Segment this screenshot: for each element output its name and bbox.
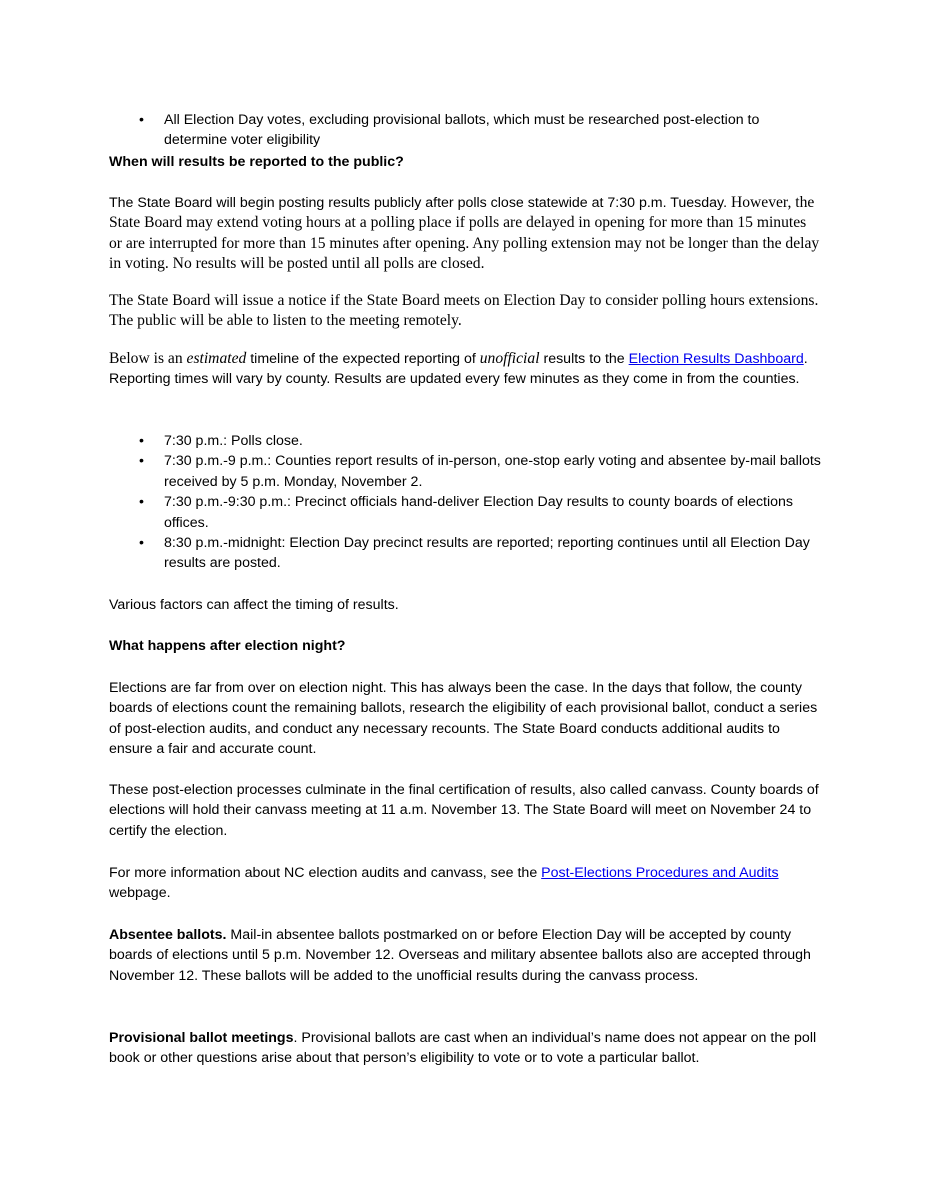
list-item: • All Election Day votes, excluding provisional ballots, which must be researched post-election to determine voter eligibility <box>139 112 760 149</box>
bullet-icon: • <box>139 535 144 552</box>
list-item: • 7:30 p.m.: Polls close. <box>109 431 821 451</box>
list-item: • 7:30 p.m.-9 p.m.: Counties report results of in-person, one-stop early voting and absentee by-mail ballots received by 5 p.m. Monday, November 2. <box>139 453 821 490</box>
paragraph-timeline-intro: Below is an estimated timeline of the expected reporting of unofficial results to the Election Results Dashboard. Reporting times will vary by county. Results are updated every few minutes as they come in from the counties. <box>109 350 808 388</box>
list-item: • 8:30 p.m.-midnight: Election Day precinct results are reported; reporting continues until all Election Day results are posted. <box>139 535 810 572</box>
reporting-timeline-list <box>109 431 821 574</box>
bullet-icon: • <box>139 112 144 128</box>
paragraph-more-info: For more information about NC election audits and canvass, see the Post-Elections Procedures and Audits webpage. <box>109 865 779 902</box>
bullet-icon: • <box>139 433 144 449</box>
eligibility-bullet-list <box>109 110 821 151</box>
paragraph-provisional-ballots: Provisional ballot meetings. Provisional ballots are cast when an individual’s name does not appear on the poll book or other questions arise about that person’s eligibility to vote or to vote a particular ballot. <box>109 1030 817 1067</box>
heading-results-reporting: When will results be reported to the public? <box>109 154 404 170</box>
list-item: • 7:30 p.m.-9:30 p.m.: Precinct officials hand-deliver Election Day results to county boards of elections offices. <box>139 494 794 531</box>
paragraph-absentee-ballots: Absentee ballots. Mail-in absentee ballots postmarked on or before Election Day will be accepted by county boards of elections until 5 p.m. November 12. Overseas and military absentee ballots also are accepted through November 12. These ballots will be added to the unofficial results during the canvass process. <box>109 927 811 984</box>
heading-after-election-night: What happens after election night? <box>109 638 346 654</box>
election-results-dashboard-link[interactable]: Election Results Dashboard <box>628 351 804 367</box>
paragraph-canvass: These post-election processes culminate in the final certification of results, also called canvass. County boards of elections will hold their canvass meeting at 11 a.m. November 13. The State Board will meet on November 24 to certify the election. <box>109 782 819 839</box>
paragraph-timing-factors: Various factors can affect the timing of results. <box>109 597 399 613</box>
bullet-icon: • <box>139 453 144 470</box>
paragraph-board-notice: The State Board will issue a notice if the State Board meets on Election Day to consider polling hours extensions. The public will be able to listen to the meeting remotely. <box>109 292 819 330</box>
paragraph-posting-results: The State Board will begin posting results publicly after polls close statewide at 7:30 p.m. Tuesday. However, the State Board may extend voting hours at a polling place if polls are delayed in opening for more than 15 minutes or are interrupted for more than 15 minutes after opening. Any polling extension may not be longer than the delay in voting. No results will be posted until all polls are closed. <box>109 194 820 273</box>
paragraph-after-election: Elections are far from over on election night. This has always been the case. In the days that follow, the county boards of elections count the remaining ballots, research the eligibility of each provisional ballot, conduct a series of post-election audits, and conduct any necessary recounts. The State Board conducts additional audits to ensure a fair and accurate count. <box>109 680 818 758</box>
post-elections-procedures-link[interactable]: Post-Elections Procedures and Audits <box>541 865 779 881</box>
bullet-icon: • <box>139 494 144 511</box>
